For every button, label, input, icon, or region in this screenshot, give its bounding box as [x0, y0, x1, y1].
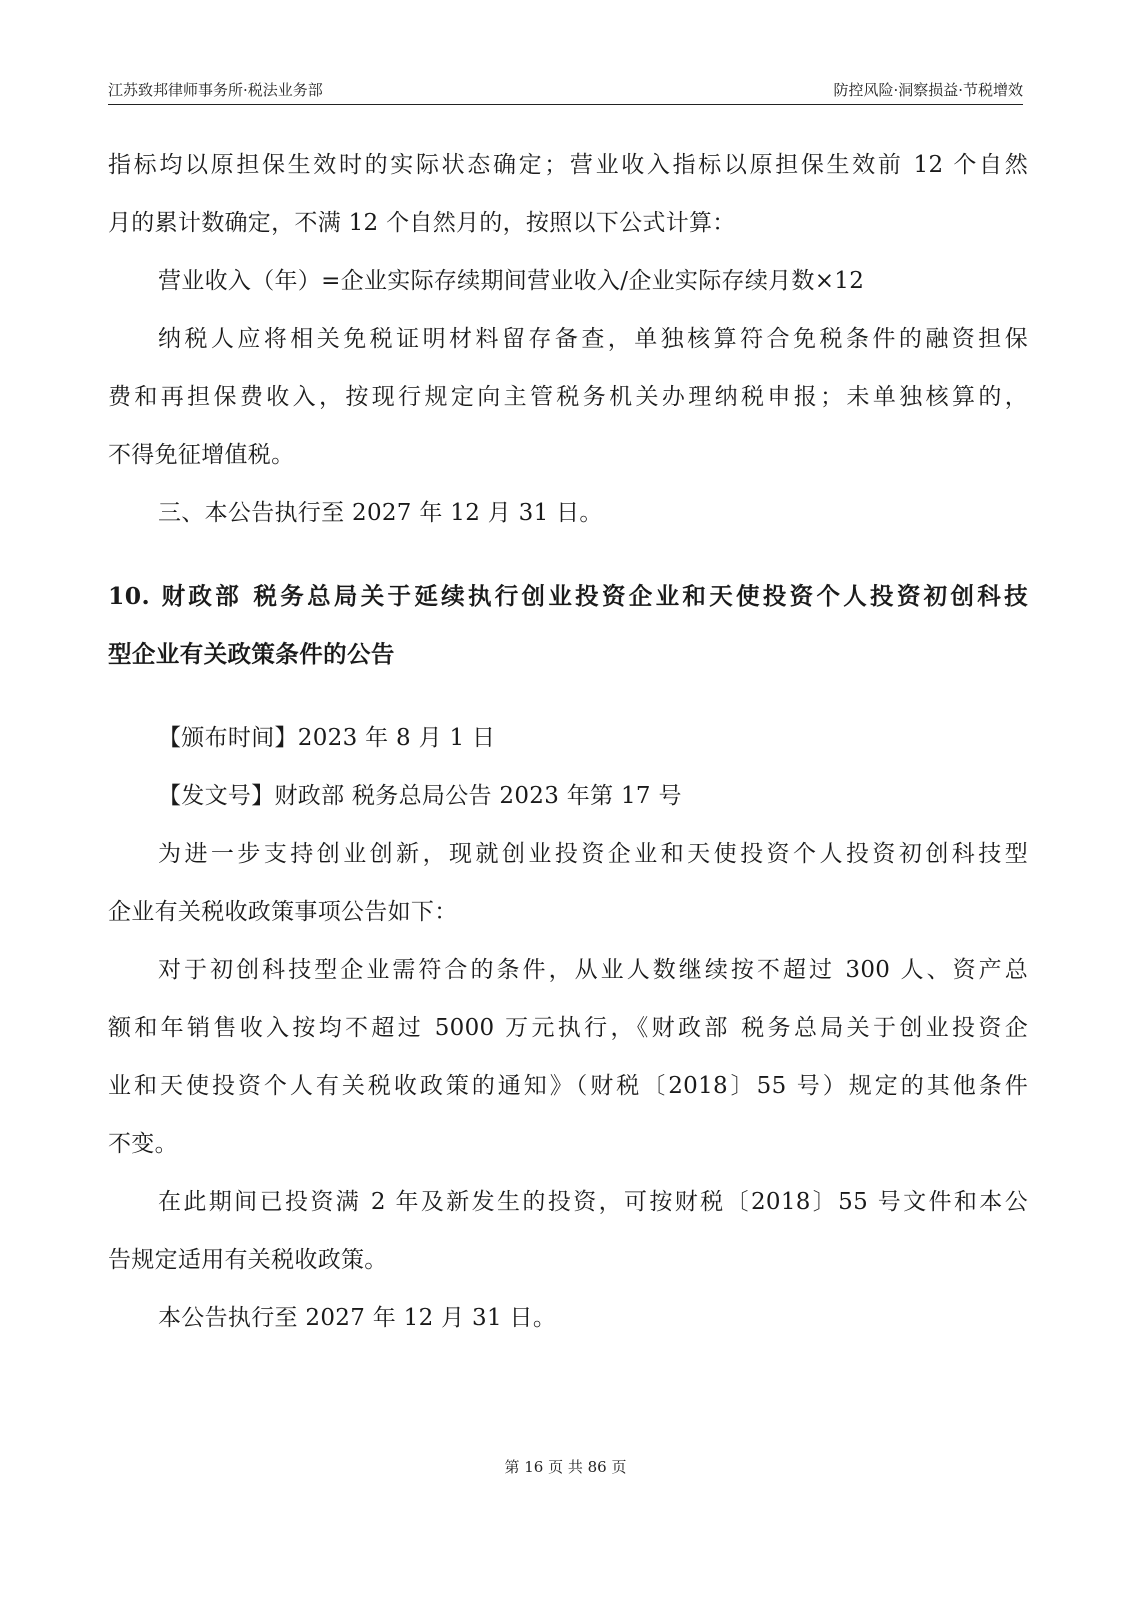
paragraph-line: 额和年销售收入按均不超过 5000 万元执行，《财政部 税务总局关于创业投资企 [108, 1015, 1028, 1041]
paragraph-line: 在此期间已投资满 2 年及新发生的投资，可按财税〔2018〕55 号文件和本公 [158, 1189, 1028, 1215]
formula-line: 营业收入（年）=企业实际存续期间营业收入/企业实际存续月数×12 [158, 268, 865, 294]
document-number: 【发文号】财政部 税务总局公告 2023 年第 17 号 [158, 783, 682, 809]
paragraph-line: 指标均以原担保生效时的实际状态确定；营业收入指标以原担保生效前 12 个自然 [108, 152, 1028, 178]
paragraph-line: 业和天使投资个人有关税收政策的通知》（财税〔2018〕55 号）规定的其他条件 [108, 1073, 1028, 1099]
paragraph-line: 月的累计数确定，不满 12 个自然月的，按照以下公式计算： [108, 210, 736, 236]
section-heading: 型企业有关政策条件的公告 [108, 640, 395, 668]
section-heading: 10. 财政部 税务总局关于延续执行创业投资企业和天使投资个人投资初创科技 [108, 582, 1028, 610]
paragraph-line: 费和再担保费收入，按现行规定向主管税务机关办理纳税申报；未单独核算的， [108, 384, 1028, 410]
paragraph-line: 为进一步支持创业创新，现就创业投资企业和天使投资个人投资初创科技型 [158, 841, 1028, 867]
paragraph-line: 对于初创科技型企业需符合的条件，从业人数继续按不超过 300 人、资产总 [158, 957, 1028, 983]
paragraph-line: 不得免征增值税。 [108, 442, 295, 468]
page-number: 第 16 页 共 86 页 [504, 1458, 627, 1476]
header-firm-name: 江苏致邦律师事务所·税法业务部 [108, 81, 323, 99]
paragraph-line: 本公告执行至 2027 年 12 月 31 日。 [158, 1305, 557, 1331]
paragraph-line: 企业有关税收政策事项公告如下： [108, 899, 458, 925]
header-slogan: 防控风险·洞察损益·节税增效 [833, 81, 1023, 99]
paragraph-line: 纳税人应将相关免税证明材料留存备查，单独核算符合免税条件的融资担保 [158, 326, 1028, 352]
paragraph-line: 告规定适用有关税收政策。 [108, 1247, 388, 1273]
issue-date: 【颁布时间】2023 年 8 月 1 日 [158, 725, 496, 751]
page-header [108, 78, 1023, 105]
paragraph-line: 不变。 [108, 1131, 178, 1157]
paragraph-line: 三、本公告执行至 2027 年 12 月 31 日。 [158, 500, 603, 526]
